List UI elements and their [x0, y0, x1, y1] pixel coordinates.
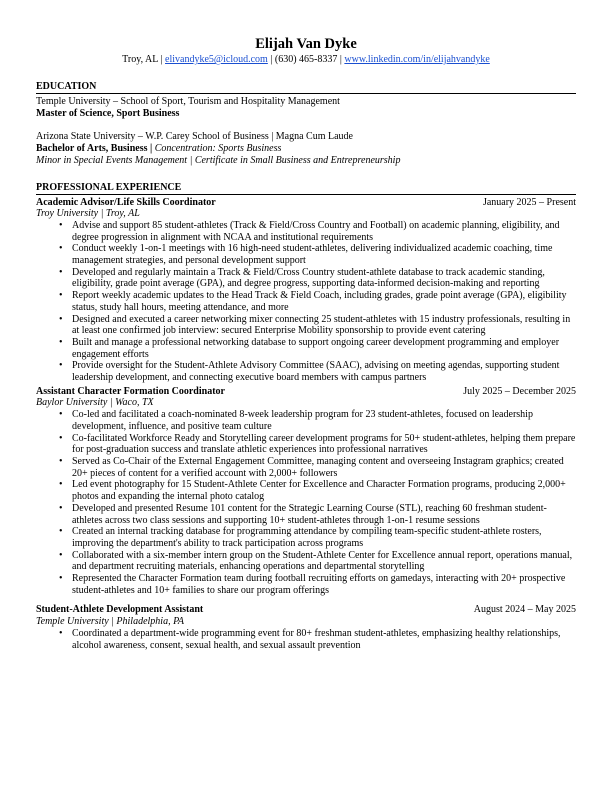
experience-heading: PROFESSIONAL EXPERIENCE: [36, 182, 576, 195]
list-item: • Built and manage a professional networking database to support ongoing career development programming and employer engagement efforts: [72, 337, 576, 360]
job-dates: July 2025 – December 2025: [463, 385, 576, 397]
job-title: Assistant Character Formation Coordinator: [36, 385, 225, 397]
spacer: [36, 119, 576, 131]
list-item: • Coordinated a department-wide programming event for 80+ freshman student-athletes, emphasizing healthy relationships, alcohol awareness, consent, sexual health, and sexual assault prevention: [72, 628, 576, 651]
school-asu: Arizona State University – W.P. Carey School of Business | Magna Cum Laude: [36, 131, 353, 143]
job-title: Student-Athlete Development Assistant: [36, 604, 204, 616]
list-item: • Co-led and facilitated a coach-nominated 8-week leadership program for 23 student-athletes, focused on leadership development, influence, and positive team culture: [72, 409, 576, 432]
list-item: • Conduct weekly 1-on-1 meetings with 16 high-need student-athletes, delivering individualized academic coaching, time management strategies, and personal development support: [72, 243, 576, 266]
degree-asu-title: Bachelor of Arts, Business |: [36, 143, 153, 155]
degree-temple: Master of Science, Sport Business: [36, 107, 180, 119]
job-title: Academic Advisor/Life Skills Coordinator: [36, 196, 216, 208]
school-temple: Temple University – School of Sport, Tourism and Hospitality Management: [36, 96, 340, 107]
resume-page: [36, 36, 576, 651]
list-item: • Led event photography for 15 Student-Athlete Center for Excellence and Character Formation programs, producing 2,000+ photos and expanding the internal photo catalog: [72, 479, 576, 502]
education-heading: EDUCATION: [36, 81, 576, 94]
job-temple: [36, 604, 576, 651]
list-item: • Collaborated with a six-member intern group on the Student-Athlete Center for Excellence annual report, operations manual, and department recruiting materials, enhancing operations and departmental storytelling: [72, 550, 576, 573]
job-dates: January 2025 – Present: [482, 196, 576, 208]
list-item: • Developed and presented Resume 101 content for the Strategic Learning Course (STL), reaching 60 freshman student-athletes across two class sessions and supporting 10+ student-athletes through 1-on-1 resume sessions: [72, 503, 576, 526]
list-item: • Report weekly academic updates to the Head Track & Field Coach, including grades, grade point average (GPA), eligibility status, study hall hours, meeting attendance, and more: [72, 290, 576, 313]
job-troy: [36, 197, 576, 384]
job-org: Troy University | Troy, AL: [36, 208, 140, 220]
phone: (630) 465-8337: [274, 54, 338, 65]
degree-asu: [36, 143, 576, 155]
job-bullets: [36, 628, 576, 651]
list-item: • Co-facilitated Workforce Ready and Storytelling career development programs for 50+ student-athletes, helping them prepare for post-graduation success and translate athletic experiences into professional narratives: [72, 433, 576, 456]
candidate-name: Elijah Van Dyke: [255, 36, 357, 52]
list-item: • Represented the Character Formation team during football recruiting efforts on gamedays, interacting with 20+ prospective student-athletes and 10+ families to share our program offerings: [72, 573, 576, 596]
job-header: [36, 197, 576, 209]
list-item: • Created an internal tracking database for programming attendance by compiling team-specific student-athlete rosters, improving the department's ability to track participation across programs: [72, 526, 576, 549]
list-item: • Served as Co-Chair of the External Engagement Committee, managing content and overseeing Instagram graphics; created 20+ pieces of content for a verified account with 2,000+ followers: [72, 456, 576, 479]
job-org: Baylor University | Waco, TX: [36, 397, 154, 409]
job-header: [36, 386, 576, 398]
job-org: Temple University | Philadelphia, PA: [36, 616, 185, 628]
location: Troy, AL: [122, 54, 159, 65]
list-item: • Advise and support 85 student-athletes (Track & Field/Cross Country and Football) on academic planning, eligibility, and degree progression in alignment with NCAA and institutional requirements: [72, 220, 576, 243]
list-item: • Provide oversight for the Student-Athlete Advisory Committee (SAAC), advising on meeting agendas, supporting student leadership development, and connecting executive board members with campus partners: [72, 360, 576, 383]
separator: |: [158, 54, 166, 65]
list-item: • Developed and regularly maintain a Track & Field/Cross Country student-athlete database to track academic standing, eligibility, grade point average (GPA), and degree progress, supporting data-informed decision-making and reporting: [72, 267, 576, 290]
education-section: [36, 96, 576, 167]
separator: |: [267, 54, 275, 65]
separator: |: [337, 54, 345, 65]
linkedin-link[interactable]: www.linkedin.com/in/elijahvandyke: [344, 54, 490, 65]
job-header: [36, 604, 576, 616]
minor-asu: Minor in Special Events Management | Certificate in Small Business and Entrepreneurship: [36, 154, 401, 166]
job-bullets: [36, 220, 576, 384]
job-bullets: [36, 409, 576, 596]
contact-line: [36, 53, 576, 66]
job-dates: August 2024 – May 2025: [473, 604, 576, 616]
email-link[interactable]: elivandyke5@icloud.com: [165, 54, 268, 65]
degree-asu-concentration: Concentration: Sports Business: [152, 143, 282, 155]
experience-section: [36, 197, 576, 652]
job-baylor: [36, 386, 576, 597]
list-item: • Designed and executed a career networking mixer connecting 25 student-athletes with 15 industry professionals, resulting in at least one confirmed job interview: secured Enterprise Mobility sponsorship to provide event catering: [72, 314, 576, 337]
